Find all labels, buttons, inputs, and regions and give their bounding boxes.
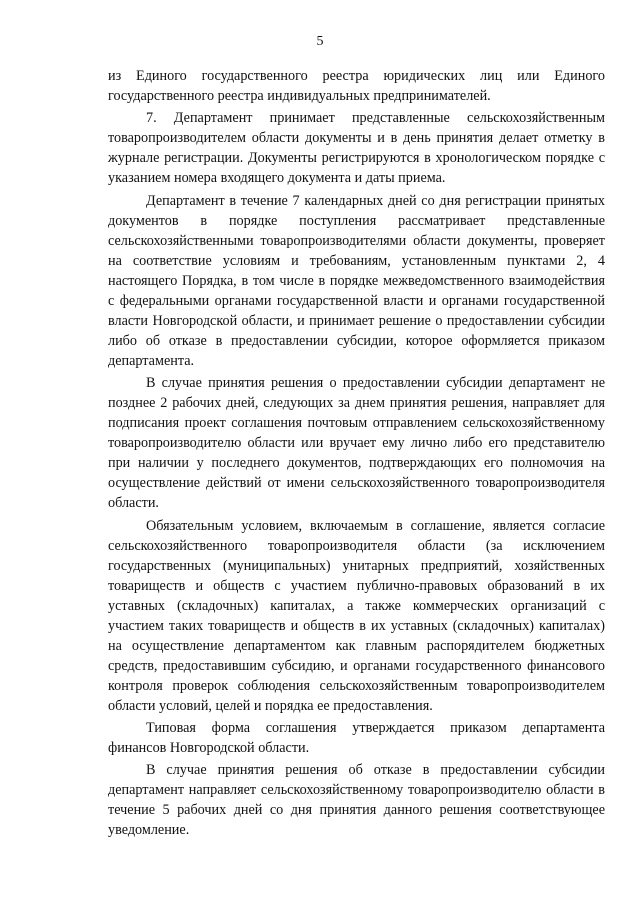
paragraph-review-period: Департамент в течение 7 календарных дней со дня регистрации принятых документов в порядке поступления рассматривает представленные сельскохозяйственными товаропроизводителями области документы, проверяет на соответствие условиям и требованиям, установленным пунктами 2, 4 настоящего Порядка, в том числе в порядке межведомственного взаимодействия с федеральными органами государственной власти и органами государственной власти Новгородской области, и принимает решение о предоставлении субсидии либо об отказе в предоставлении субсидии, которое оформляется приказом департамента. bbox=[108, 193, 605, 369]
document-body bbox=[108, 66, 605, 840]
paragraph-mandatory-condition: Обязательным условием, включаемым в соглашение, является согласие сельскохозяйственного товаропроизводителя области (за исключением государственных (муниципальных) унитарных предприятий, хозяйственных товариществ и обществ с участием публично-правовых образований в их уставных (складочных) капиталах, а также коммерческих организаций с участием таких товариществ и обществ в их уставных (складочных) капиталах) на осуществление департаментом как главным распорядителем бюджетных средств, предоставившим субсидию, и органами государственного финансового контроля проверок соблюдения сельскохозяйственным товаропроизводителем области условий, целей и порядка ее предоставления. bbox=[108, 518, 605, 714]
paragraph-refusal-notice: В случае принятия решения об отказе в предоставлении субсидии департамент направляет сельскохозяйственному товаропроизводителю области в течение 5 рабочих дней со дня принятия данного решения соответствующее уведомление. bbox=[108, 762, 605, 838]
page-number: 5 bbox=[316, 34, 324, 49]
paragraph-standard-form: Типовая форма соглашения утверждается приказом департамента финансов Новгородской области. bbox=[108, 720, 605, 756]
paragraph-grant-decision: В случае принятия решения о предоставлении субсидии департамент не позднее 2 рабочих дней, следующих за днем принятия решения, направляет для подписания проект соглашения почтовым отправлением сельскохозяйственному товаропроизводителю области или вручает ему лично либо его представителю при наличии у последнего документов, подтверждающих его полномочия на осуществление действий от имени сельскохозяйственного товаропроизводителя области. bbox=[108, 375, 605, 511]
paragraph-continuation: из Единого государственного реестра юридических лиц или Единого государственного реестра индивидуальных предпринимателей. bbox=[108, 68, 605, 104]
paragraph-item-7: 7. Департамент принимает представленные сельскохозяйственным товаропроизводителем области документы и в день принятия делает отметку в журнале регистрации. Документы регистрируются в хронологическом порядке с указанием номера входящего документа и даты приема. bbox=[108, 110, 605, 186]
